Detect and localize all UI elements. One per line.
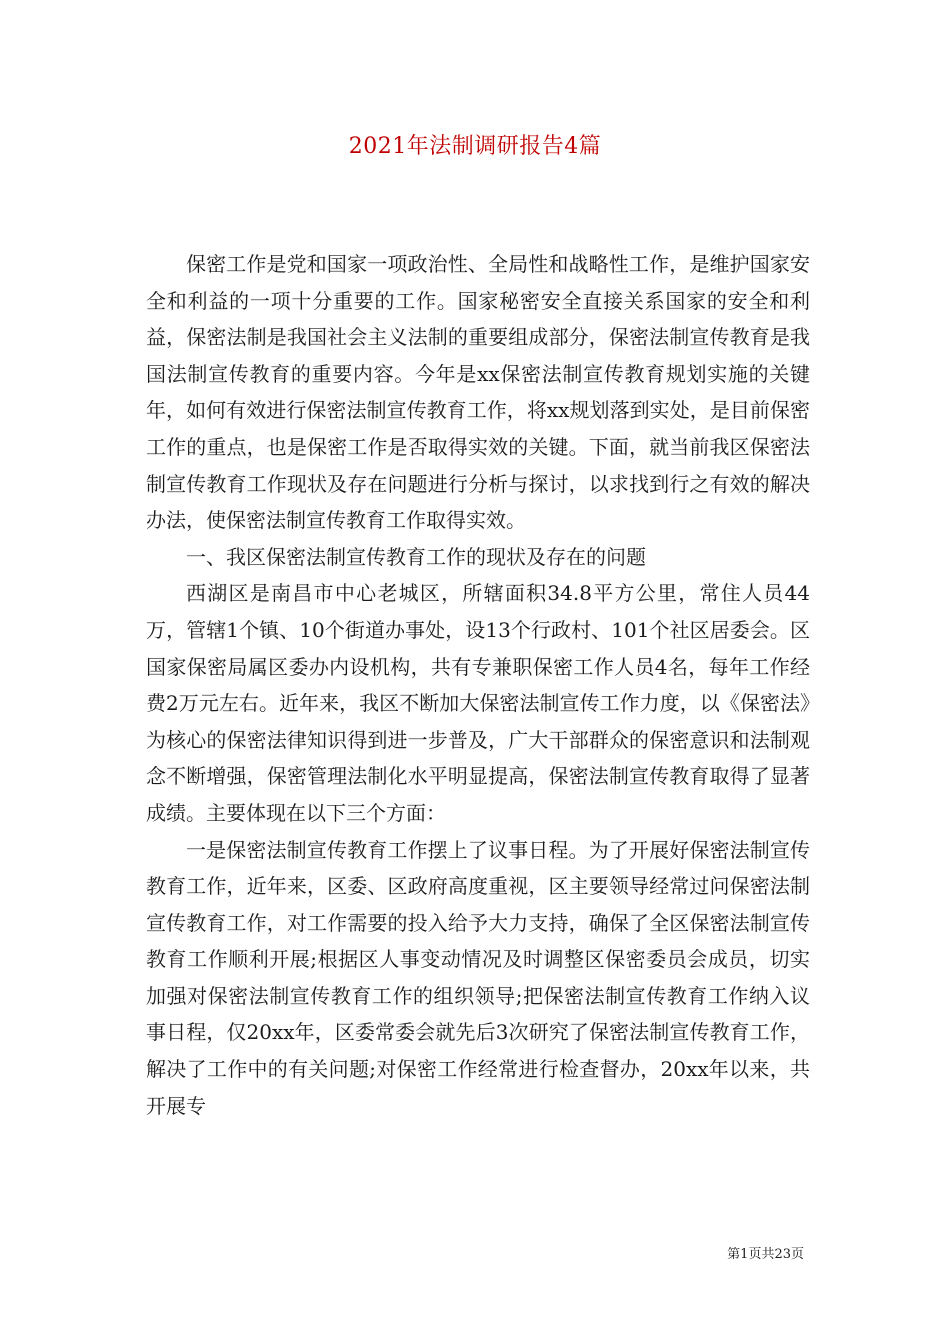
document-body xyxy=(146,246,810,1124)
document-title: 2021年法制调研报告4篇 xyxy=(348,134,602,159)
paragraph-status: 西湖区是南昌市中心老城区，所辖面积34.8平方公里，常住人员44万，管辖1个镇、10个街道办事处，设13个行政村、101个社区居委会。区国家保密局属区委办内设机构，共有专兼职保密工作人员4名，每年工作经费2万元左右。近年来，我区不断加大保密法制宣传工作力度，以《保密法》为核心的保密法律知识得到进一步普及，广大干部群众的保密意识和法制观念不断增强，保密管理法制化水平明显提高，保密法制宣传教育取得了显著成绩。主要体现在以下三个方面： xyxy=(146,581,810,825)
paragraph-intro: 保密工作是党和国家一项政治性、全局性和战略性工作，是维护国家安全和利益的一项十分重要的工作。国家秘密安全直接关系国家的安全和利益，保密法制是我国社会主义法制的重要组成部分，保密法制宣传教育是我国法制宣传教育的重要内容。今年是xx保密法制宣传教育规划实施的关键年，如何有效进行保密法制宣传教育工作，将xx规划落到实处，是目前保密工作的重点，也是保密工作是否取得实效的关键。下面，就当前我区保密法制宣传教育工作现状及存在问题进行分析与探讨，以求找到行之有效的解决办法，使保密法制宣传教育工作取得实效。 xyxy=(146,252,810,533)
page-number-footer: 第1页共23页 xyxy=(727,1247,804,1262)
paragraph-point-one: 一是保密法制宣传教育工作摆上了议事日程。为了开展好保密法制宣传教育工作，近年来，区委、区政府高度重视，区主要领导经常过问保密法制宣传教育工作，对工作需要的投入给予大力支持，确保了全区保密法制宣传教育工作顺利开展;根据区人事变动情况及时调整区保密委员会成员，切实加强对保密法制宣传教育工作的组织领导;把保密法制宣传教育工作纳入议事日程，仅20xx年，区委常委会就先后3次研究了保密法制宣传教育工作，解决了工作中的有关问题;对保密工作经常进行检查督办，20xx年以来，共开展专 xyxy=(146,837,810,1118)
section-heading: 一、我区保密法制宣传教育工作的现状及存在的问题 xyxy=(186,544,646,569)
